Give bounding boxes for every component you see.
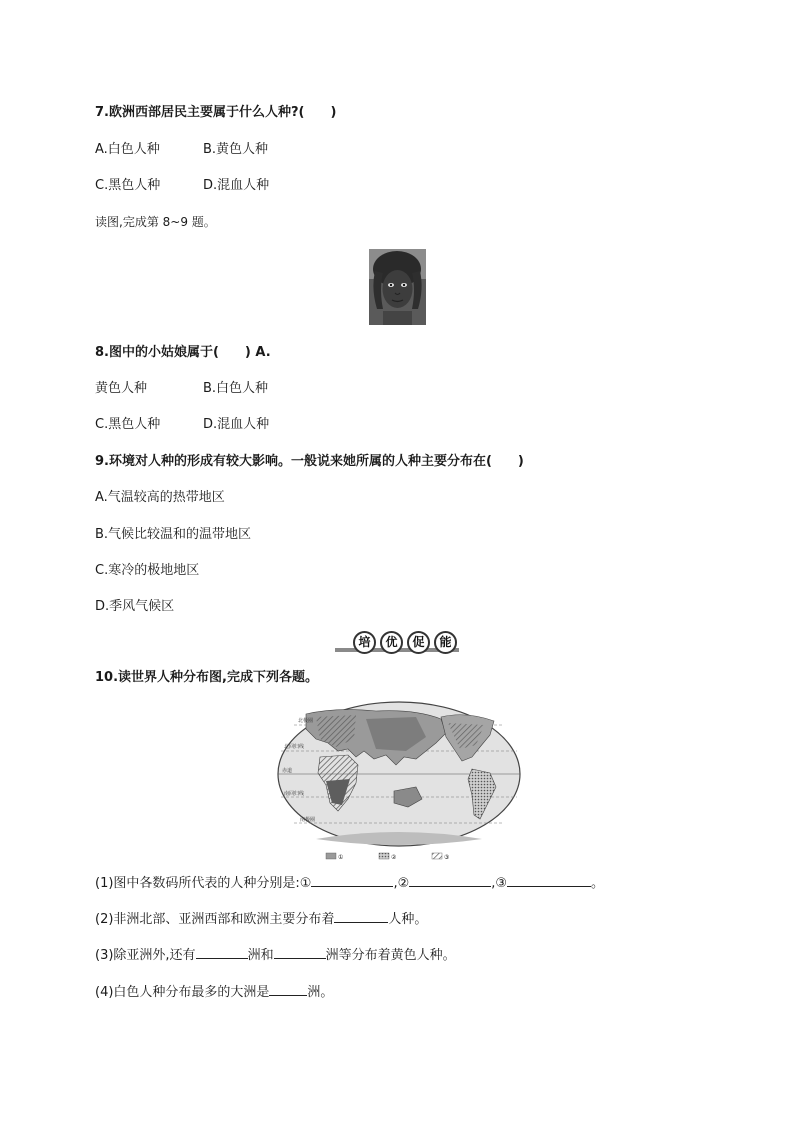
q8-option-b: B.白色人种	[203, 381, 269, 396]
q10-stem	[95, 669, 318, 687]
q10-part2	[95, 908, 427, 929]
q10-part3-b: 洲和	[247, 948, 274, 963]
q7-option-d: D.混血人种	[203, 178, 270, 193]
q7-option-b: B.黄色人种	[203, 142, 269, 157]
q10-part2-b: 人种。	[388, 912, 428, 927]
label-tropic-n: 北回归线	[284, 744, 305, 750]
label-equator: 赤道	[282, 768, 293, 774]
section-banner	[335, 631, 459, 655]
girl-photo	[369, 249, 426, 325]
q10-stem-text: 10.读世界人种分布图,完成下列各题。	[95, 670, 318, 685]
q10-blank-7[interactable]	[269, 981, 307, 996]
q10-part4	[95, 981, 333, 1002]
q8-stem	[95, 344, 271, 362]
q8-option-c: C.黑色人种	[95, 417, 161, 432]
q10-blank-3[interactable]	[507, 872, 591, 887]
q7-stem	[95, 104, 336, 122]
label-tropic-s: 南回归线	[284, 791, 305, 797]
q10-blank-1[interactable]	[311, 872, 393, 887]
q10-blank-5[interactable]	[196, 944, 248, 959]
q9-option-d: D.季风气候区	[95, 599, 175, 614]
q10-part3-c: 洲等分布着黄色人种。	[325, 948, 456, 963]
label-arctic: 北极圈	[298, 718, 314, 724]
q10-part4-a: (4)白色人种分布最多的大洲是	[95, 985, 270, 1000]
q10-part1-a: (1)图中各数码所代表的人种分别是:①	[95, 876, 312, 891]
banner-char-1: 培	[353, 631, 376, 654]
q7-option-c: C.黑色人种	[95, 178, 161, 193]
q7-options-row1	[95, 141, 268, 159]
q8-option-d: D.混血人种	[203, 417, 270, 432]
q10-blank-2[interactable]	[409, 872, 491, 887]
legend-label-2: ②	[391, 854, 397, 861]
q8-stem-text: 8.图中的小姑娘属于( ) A.	[95, 345, 271, 360]
q10-part1	[95, 872, 604, 893]
banner-char-2: 优	[380, 631, 403, 654]
q9-option-b: B.气候比较温和的温带地区	[95, 527, 252, 542]
q9-option-c: C.寒冷的极地地区	[95, 563, 200, 578]
legend-label-1: ①	[338, 854, 344, 861]
q8-options-row2	[95, 416, 269, 434]
q9-stem-text: 9.环境对人种的形成有较大影响。一般说来她所属的人种主要分布在( )	[95, 454, 524, 469]
q10-blank-6[interactable]	[274, 944, 326, 959]
legend-swatch-3	[432, 853, 442, 859]
instruction-text: 读图,完成第 8~9 题。	[95, 215, 216, 229]
world-race-map	[276, 699, 522, 865]
banner-char-3: 促	[407, 631, 430, 654]
banner-char-4: 能	[434, 631, 457, 654]
q7-stem-text: 7.欧洲西部居民主要属于什么人种?( )	[95, 105, 337, 120]
q9-option-a: A.气温较高的热带地区	[95, 490, 225, 505]
q10-part1-d: 。	[591, 876, 605, 891]
q10-part2-a: (2)非洲北部、亚洲西部和欧洲主要分布着	[95, 912, 335, 927]
legend-swatch-1	[326, 853, 336, 859]
label-antarctic: 南极圈	[300, 817, 316, 823]
q10-part3-a: (3)除亚洲外,还有	[95, 948, 196, 963]
q8-options-row1	[95, 380, 268, 398]
legend-label-3: ③	[444, 854, 450, 861]
q10-part1-b: ,②	[393, 876, 410, 891]
q10-part1-c: ,③	[491, 876, 508, 891]
q10-blank-4[interactable]	[334, 908, 388, 923]
q7-options-row2	[95, 177, 269, 195]
q10-part4-b: 洲。	[307, 985, 334, 1000]
legend-swatch-2	[379, 853, 389, 859]
q9-stem	[95, 453, 524, 471]
q10-part3	[95, 944, 456, 965]
q7-option-a: A.白色人种	[95, 142, 160, 157]
q8-option-a-rest: 黄色人种	[95, 381, 148, 396]
banner-chars	[353, 631, 457, 654]
